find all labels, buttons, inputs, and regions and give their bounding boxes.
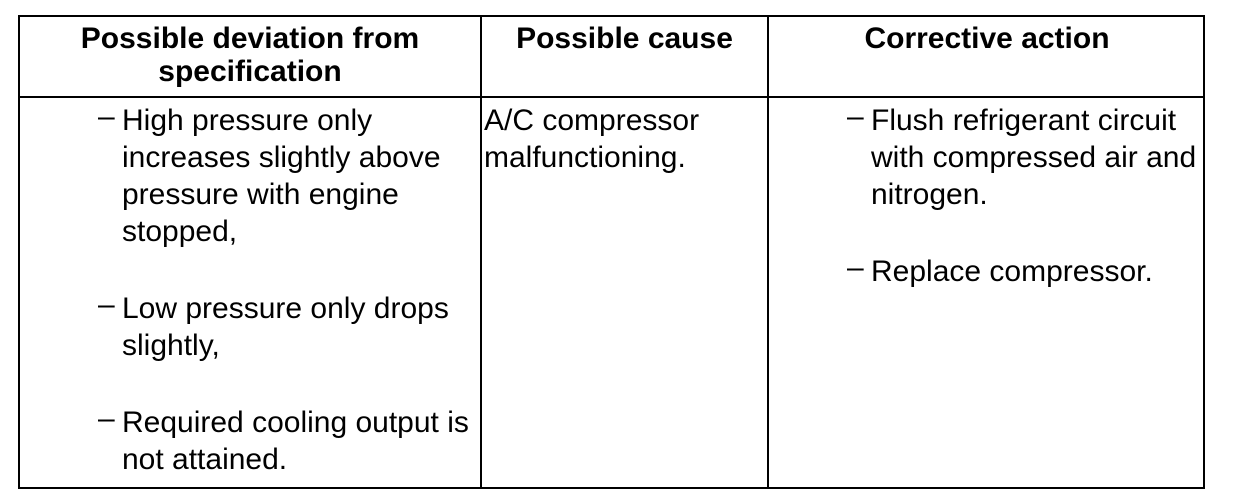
action-list: [847, 100, 1201, 290]
action-item: [847, 100, 1201, 213]
dash-bullet: –: [847, 100, 864, 133]
deviation-list: [98, 100, 482, 478]
dash-bullet: –: [98, 100, 115, 133]
deviation-text: High pressure only increases slightly above pressure with engine stopped,: [122, 104, 441, 248]
header-deviation: Possible deviation from specification: [80, 22, 420, 88]
header-cause: Possible cause: [516, 22, 733, 55]
action-item: [847, 251, 1201, 290]
dash-bullet: –: [98, 402, 115, 435]
action-text: Flush refrigerant circuit with compressed air and nitrogen.: [871, 104, 1197, 211]
deviation-item: [98, 402, 482, 478]
deviation-text: Required cooling output is not attained.: [122, 406, 469, 476]
column-divider-2: [767, 17, 769, 487]
deviation-item: [98, 100, 482, 250]
dash-bullet: –: [98, 288, 115, 321]
action-text: Replace compressor.: [871, 255, 1153, 288]
deviation-item: [98, 288, 482, 364]
header-action: Corrective action: [864, 22, 1110, 55]
dash-bullet: –: [847, 251, 864, 284]
cause-text: A/C compressor malfunctioning.: [484, 104, 700, 174]
deviation-text: Low pressure only drops slightly,: [122, 292, 449, 362]
header-divider: [20, 96, 1203, 98]
diagnosis-table: [18, 15, 1205, 489]
